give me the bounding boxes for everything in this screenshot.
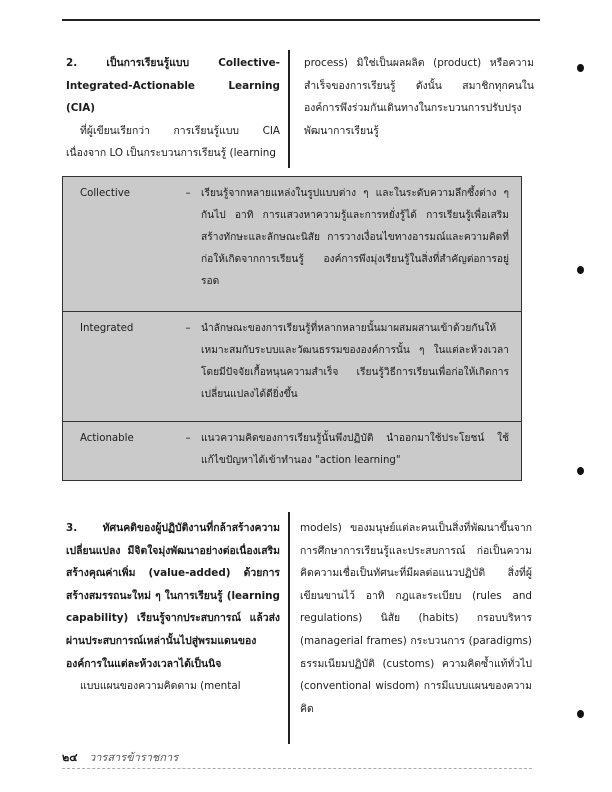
dash-cell: – [179,422,201,481]
top-rule [62,19,540,21]
dash-cell: – [185,188,191,199]
binding-hole-mark [577,266,584,274]
table-row-integrated [63,312,522,422]
section-2-intro: ที่ผู้เขียนเรียกว่า การเรียนรู้แบบ CIA เนื่องจาก LO เป็นกระบวนการเรียนรู้ (learning [66,124,280,160]
section-3-tail: แบบแผนของความคิดตาม (mental [80,680,241,693]
term-cell: Collective [80,188,130,199]
table-row-collective [63,177,522,312]
column-divider-bottom [288,512,290,744]
description-cell: เรียนรู้จากหลายแหล่งในรูปแบบต่าง ๆ และในระดับความลึกซึ้งต่าง ๆ กันไป อาทิ การแสวงหาความรู้และการหยั่งรู้ได้ การเรียนรู้เพื่อเสริมสร้างทักษะและลักษณะนิสัย การวางเงื่อนไขทางอารมณ์และความคิดที่ก่อให้เกิดจากการเรียนรู้ องค์การพึงมุ่งเรียนรู้ในสิ่งที่สำคัญต่อการอยู่รอด [201,188,509,287]
dash-cell: – [179,312,201,422]
section-2-right-column [304,52,534,142]
section-2-continuation: process) มิใช่เป็นผลผลิต (product) หรือความสำเร็จของการเรียนรู้ ดังนั้น สมาชิกทุกคนในองค์การพึงร่วมกันเดินทางในกระบวนการปรับปรุงพัฒนาการเรียนรู้ [304,57,534,137]
binding-hole-mark [577,710,584,718]
page-footer [62,748,178,766]
term-cell: Integrated [63,312,180,422]
cia-definition-table [62,176,522,481]
bottom-rule [62,768,532,769]
table-row-actionable [63,422,522,481]
section-2-heading: 2. เป็นการเรียนรู้แบบ Collective-Integrated-Actionable Learning (CIA) [66,57,280,115]
section-3-heading: 3. ทัศนคติของผู้ปฏิบัติงานที่กล้าสร้างความเปลี่ยนแปลง มีจิตใจมุ่งพัฒนาอย่างต่อเนื่องเสริมสร้างคุณค่าเพิ่ม (value-added) ด้วยการสร้างสมรรถนะใหม่ ๆ ในการเรียนรู้ (learning capability) เรียนรู้จากประสบการณ์ แล้วส่งผ่านประสบการณ์เหล่านั้นไปสู่พรมแดนขององค์การในแต่ละห้วงเวลาได้เป็นนิจ [66,522,280,670]
description-cell: แนวความคิดของการเรียนรู้นั้นพึงปฏิบัติ นำออกมาใช้ประโยชน์ ใช้แก้ไขปัญหาได้เข้าทำนอง "action learning" [201,422,522,481]
binding-hole-mark [577,64,584,72]
term-cell: Actionable [63,422,180,481]
publication-name: วารสารข้าราชการ [89,751,179,764]
section-3-continuation: models) ของมนุษย์แต่ละคนเป็นสิ่งที่พัฒนาขึ้นจากการศึกษาการเรียนรู้และประสบการณ์ ก่อเป็นความคิดความเชื่อเป็นทัศนะที่มีผลต่อแนวปฏิบัติ สิ่งที่ผู้เขียนขานไว้ อาทิ กฎและระเบียบ (rules and regulations) นิสัย (habits) กรอบบริหาร (managerial frames) กระบวนการ (paradigms) ธรรมเนียมปฏิบัติ (customs) ความคิดซ้ำแท้ทั่วไป (conventional wisdom) การมีแบบแผนของความคิด [300,522,532,715]
page-number: ๒๔ [62,751,78,764]
description-cell: นำลักษณะของการเรียนรู้ที่หลากหลายนั้นมาผสมผสานเข้าด้วยกันให้เหมาะสมกับระบบและวัฒนธรรมขององค์การนั้น ๆ ในแต่ละห้วงเวลาโดยมีปัจจัยเกื้อหนุนความสำเร็จ เรียนรู้วิธีการเรียนเพื่อก่อให้เกิดการเปลี่ยนแปลงได้ดียิ่งขึ้น [201,312,522,422]
column-divider-top [288,50,290,168]
binding-hole-mark [577,467,584,475]
section-2-left-column [66,52,280,165]
section-3-right-column [300,517,532,720]
section-3-left-column [66,517,280,698]
